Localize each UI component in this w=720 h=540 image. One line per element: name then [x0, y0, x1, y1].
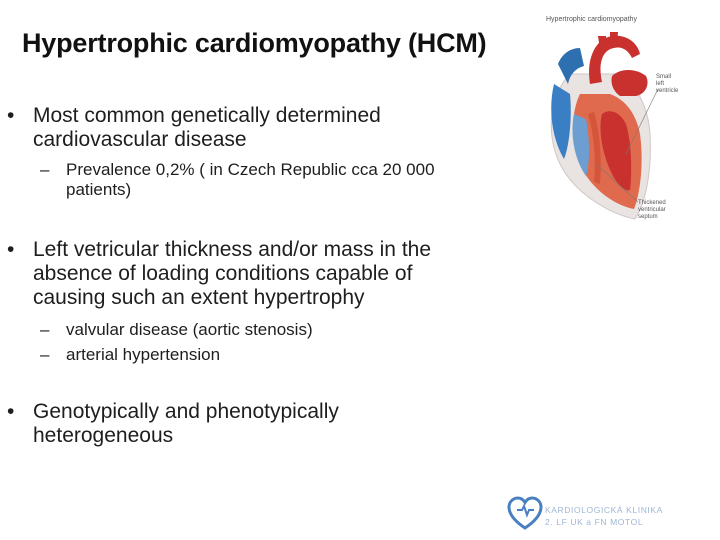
sub-bullet-item: [40, 345, 221, 365]
figure-caption: Hypertrophic cardiomyopathy: [546, 16, 638, 23]
logo-line-1: KARDIOLOGICKÁ KLINIKA: [545, 505, 663, 515]
heart-diagram: [540, 14, 680, 224]
label-thickened-septum: Thickened ventricular septum: [638, 200, 666, 220]
slide-title: Hypertrophic cardiomyopathy (HCM): [22, 28, 487, 58]
heart-illustration: [540, 14, 680, 224]
label-small-left-ventricle: Small left ventricle: [656, 74, 679, 94]
sub-bullet-line: valvular disease (aortic stenosis): [66, 320, 313, 339]
sub-bullet-marker: –: [40, 160, 50, 179]
sub-bullet-item: [40, 160, 435, 200]
bullet-line: heterogeneous: [33, 424, 174, 447]
bullet-line: Left vetricular thickness and/or mass in the: [33, 238, 432, 261]
bullet-line: cardiovascular disease: [33, 128, 247, 151]
bullet-marker: •: [7, 104, 15, 127]
bullet-marker: •: [7, 400, 15, 423]
heart-logo-icon: [507, 496, 543, 532]
bullet-item: [7, 400, 339, 448]
bullet-marker: •: [7, 238, 15, 261]
bullet-line: absence of loading conditions capable of: [33, 262, 413, 285]
bullet-line: causing such an extent hypertrophy: [33, 286, 365, 309]
bullet-line: Most common genetically determined: [33, 104, 381, 127]
sub-bullet-marker: –: [40, 320, 50, 339]
sub-bullet-line: patients): [66, 180, 132, 199]
sub-bullet-line: Prevalence 0,2% ( in Czech Republic cca 20 000: [66, 160, 435, 179]
logo-line-2: 2. LF UK a FN MOTOL: [545, 517, 644, 527]
sub-bullet-line: arterial hypertension: [66, 345, 221, 364]
bullet-line: Genotypically and phenotypically: [33, 400, 339, 423]
bullet-item: [7, 238, 432, 310]
sub-bullet-item: [40, 320, 313, 340]
sub-bullet-marker: –: [40, 345, 50, 364]
clinic-logo: [505, 496, 675, 532]
bullet-item: [7, 104, 381, 152]
